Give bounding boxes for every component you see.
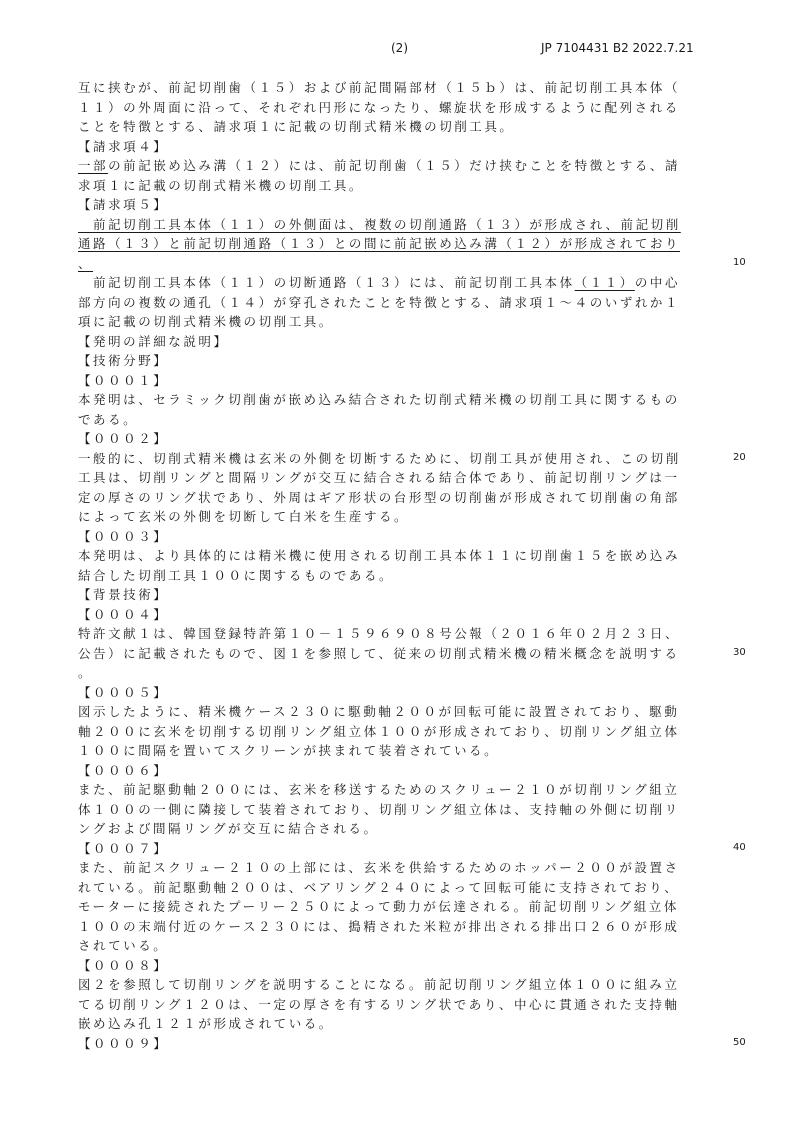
amended-text-line: 前記切削工具本体（１１）の外側面は、複数の切削通路（１３）が形成され、前記切削 <box>78 216 681 232</box>
text-line: １１）の外周面に沿って、それぞれ円形になったり、螺旋状を形成するように配列される <box>78 99 680 115</box>
text-line: である。 <box>78 411 139 427</box>
paragraph-number: 【０００３】 <box>78 528 169 544</box>
text-line: 本発明は、より具体的には精米機に使用される切削工具本体１１に切削歯１５を嵌め込み <box>78 548 681 563</box>
paragraph-number: 【０００９】 <box>78 1035 169 1051</box>
text-line: 軸２００に玄米を切削する切削リング組立体１００が形成されており、切削リング組立体 <box>78 723 680 739</box>
text-line <box>78 273 700 293</box>
section-heading: 【背景技術】 <box>78 587 169 602</box>
margin-line-number: 40 <box>733 842 746 853</box>
paragraph-number: 【０００７】 <box>78 840 169 856</box>
text-line: によって玄米の外側を切断して白米を生産する。 <box>78 509 410 524</box>
text-line: １００の末端付近のケース２３０には、搗精された米粒が排出される排出口２６０が形成 <box>78 918 680 934</box>
amended-text: （１１） <box>574 275 635 290</box>
text-line: されている。 <box>78 938 169 953</box>
text-line: 特許文献１は、韓国登録特許第１０－１５９６９０８号公報（２０１６年０２月２３日、 <box>78 626 681 641</box>
text-line: 図示したように、精米機ケース２３０に駆動軸２００が回転可能に設置されており、駆動 <box>78 704 680 719</box>
text-line: 項に記載の切削式精米機の切削工具。 <box>78 314 334 329</box>
amended-text-line: 通路（１３）と前記切削通路（１３）との間に前記嵌め込み溝（１２）が形成されており <box>78 236 681 251</box>
text-line <box>78 156 700 176</box>
text-line: 一般的に、切削式精米機は玄米の外側を切断するために、切削工具が使用され、この切削 <box>78 450 681 466</box>
margin-line-number: 20 <box>733 452 746 463</box>
text-line: れている。前記駆動軸２００は、ベアリング２４０によって回転可能に支持されており、 <box>78 879 680 895</box>
publication-number: JP 7104431 B2 2022.7.21 <box>541 41 694 55</box>
paragraph-number: 【０００５】 <box>78 684 169 700</box>
paragraph-number: 【０００１】 <box>78 372 169 388</box>
amended-text: 一部 <box>78 158 109 173</box>
text-line: 結合した切削工具１００に関するものである。 <box>78 567 395 583</box>
text-line: 。 <box>78 665 94 680</box>
text-line: また、前記スクリュー２１０の上部には、玄米を供給するためのホッパー２００が設置さ <box>78 860 680 875</box>
paragraph-number: 【０００４】 <box>78 606 169 622</box>
claim-heading: 【請求項４】 <box>78 138 169 154</box>
text-line: 本発明は、セラミック切削歯が嵌め込み結合された切削式精米機の切削工具に関するもの <box>78 392 680 407</box>
text-line: また、前記駆動軸２００には、玄米を移送するためのスクリュー２１０が切削リング組立 <box>78 782 680 797</box>
paragraph-number: 【０００２】 <box>78 431 169 446</box>
amended-text-line: 、 <box>78 255 94 271</box>
text-segment: の前記嵌め込み溝（１２）には、前記切削歯（１５）だけ挟むことを特徴とする、請 <box>108 158 681 173</box>
margin-line-number: 30 <box>733 647 746 658</box>
text-segment: の中心 <box>634 275 681 290</box>
claim-heading: 【請求項５】 <box>78 197 169 212</box>
paragraph-number: 【０００８】 <box>78 957 169 973</box>
section-heading: 【発明の詳細な説明】 <box>78 333 229 349</box>
text-line: 公告）に記載されたもので、図１を参照して、従来の切削式精米機の精米概念を説明する <box>78 645 680 661</box>
margin-line-number: 10 <box>733 257 746 268</box>
paragraph-number: 【０００６】 <box>78 762 169 778</box>
page-number: (2) <box>391 41 408 55</box>
text-line: モーターに接続されたプーリー２５０によって動力が伝達される。前記切削リング組立体 <box>78 899 679 914</box>
text-line: ングおよび間隔リングが交互に結合される。 <box>78 821 379 836</box>
text-line: 互に挟むが、前記切削歯（１５）および前記間隔部材（１５ｂ）は、前記切削工具本体（ <box>78 80 681 95</box>
text-line: 体１００の一側に隣接して装着されており、切削リング組立体は、支持軸の外側に切削リ <box>78 801 680 817</box>
text-segment: 前記切削工具本体（１１）の切断通路（１３）には、前記切削工具本体 <box>78 275 575 290</box>
text-line: 部方向の複数の通孔（１４）が穿孔されたことを特徴とする、請求項１～４のいずれか１ <box>78 294 681 310</box>
text-line: 定の厚さのリング状であり、外周はギア形状の台形型の切削歯が形成されて切削歯の角部 <box>78 489 680 505</box>
text-line: 工具は、切削リングと間隔リングが交互に結合される結合体であり、前記切削リングは一 <box>78 470 680 485</box>
text-line: 図２を参照して切削リングを説明することになる。前記切削リング組立体１００に組み立 <box>78 977 680 992</box>
text-line: 嵌め込み孔１２１が形成されている。 <box>78 1016 334 1031</box>
margin-line-number: 50 <box>733 1037 746 1048</box>
text-line: １００に間隔を置いてスクリーンが挟まれて装着されている。 <box>78 743 500 758</box>
text-line: ことを特徴とする、請求項１に記載の切削式精米機の切削工具。 <box>78 119 515 134</box>
section-heading: 【技術分野】 <box>78 353 169 368</box>
document-body <box>78 78 700 1053</box>
text-line: 求項１に記載の切削式精米機の切削工具。 <box>78 177 364 193</box>
text-line: てる切削リング１２０は、一定の厚さを有するリング状であり、中心に貫通された支持軸 <box>78 996 680 1012</box>
